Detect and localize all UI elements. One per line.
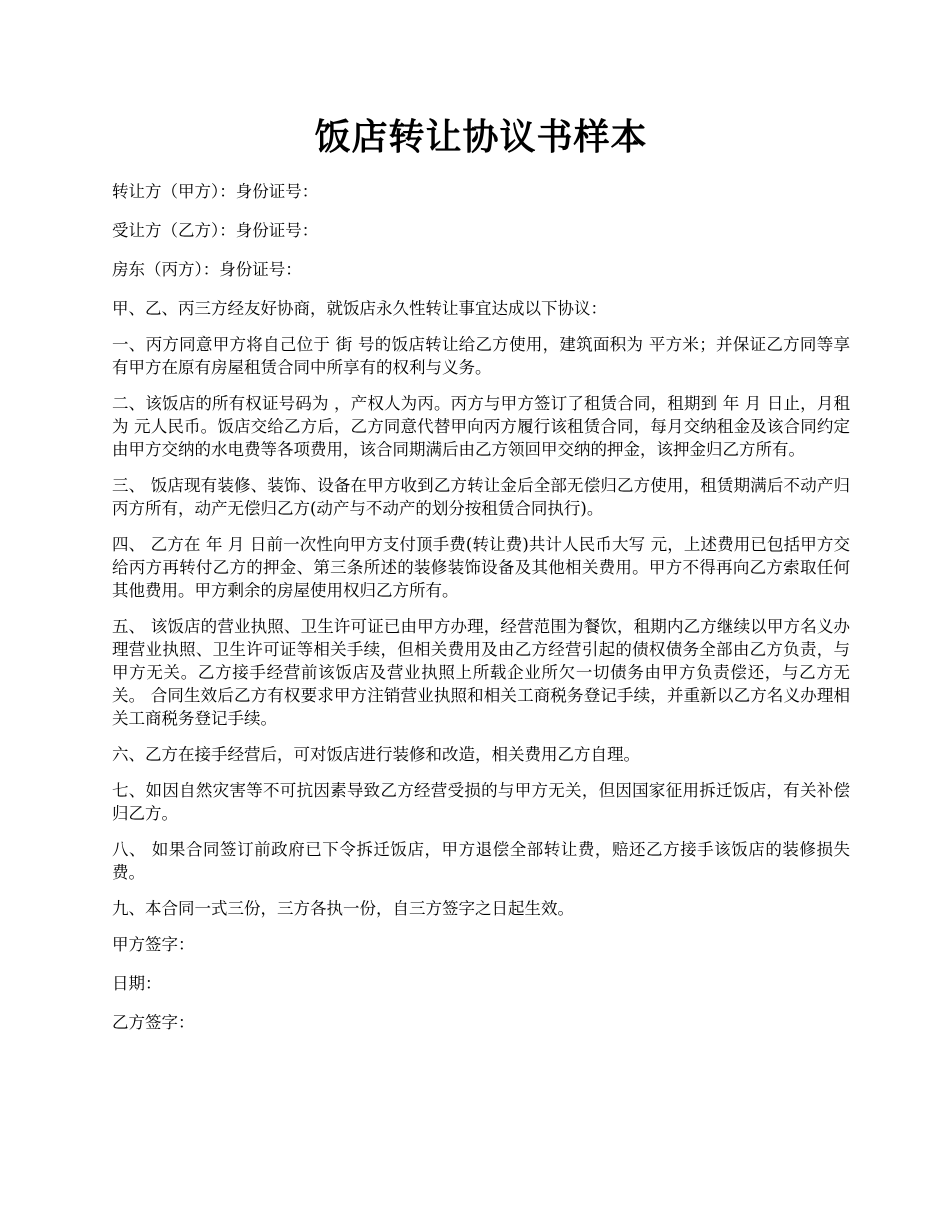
date-line: 日期： <box>112 974 162 993</box>
party-b-line: 受让方（乙方）：身份证号： <box>112 221 319 240</box>
clause-3: 三、 饭店现有装修、装饰、设备在甲方收到乙方转让金后全部无偿归乙方使用，租赁期满后不动产归丙方所有，动产无偿归乙方(动产与不动产的划分按租赁合同执行)。 <box>112 476 850 518</box>
document-title: 饭店转让协议书样本 <box>314 116 648 158</box>
preamble-paragraph: 甲、乙、丙三方经友好协商，就饭店永久性转让事宜达成以下协议： <box>112 299 607 318</box>
clause-4: 四、 乙方在 年 月 日前一次性向甲方支付顶手费(转让费)共计人民币大写 元，上述费用已包括甲方交给丙方再转付乙方的押金、第三条所述的装修装饰设备及其他相关费用。甲方不得再向乙方索取任何其他费用。甲方剩余的房屋使用权归乙方所有。 <box>112 535 850 600</box>
party-b-signature-line: 乙方签字： <box>112 1013 195 1032</box>
clause-2: 二、该饭店的所有权证号码为 ，产权人为丙。丙方与甲方签订了租赁合同，租期到 年 月 日止，月租为 元人民币。饭店交给乙方后，乙方同意代替甲向丙方履行该租赁合同，每月交纳租金及该合同约定由甲方交纳的水电费等各项费用，该合同期满后由乙方领回甲交纳的押金，该押金归乙方所有。 <box>112 394 850 459</box>
clause-9: 九、本合同一式三份，三方各执一份，自三方签字之日起生效。 <box>112 899 574 918</box>
party-a-signature-line: 甲方签字： <box>112 935 195 954</box>
clause-6: 六、乙方在接手经营后，可对饭店进行装修和改造，相关费用乙方自理。 <box>112 745 640 764</box>
party-c-line: 房东（丙方）：身份证号： <box>112 260 302 279</box>
party-a-line: 转让方（甲方）：身份证号： <box>112 182 319 201</box>
clause-8: 八、 如果合同签订前政府已下令拆迁饭店，甲方退偿全部转让费，赔还乙方接手该饭店的装修损失费。 <box>112 840 850 882</box>
clause-5: 五、 该饭店的营业执照、卫生许可证已由甲方办理，经营范围为餐饮，租期内乙方继续以甲方名义办理营业执照、卫生许可证等相关手续，但相关费用及由乙方经营引起的债权债务全部由乙方负责，与甲方无关。乙方接手经营前该饭店及营业执照上所载企业所欠一切债务由甲方负责偿还，与乙方无关。 合同生效后乙方有权要求甲方注销营业执照和相关工商税务登记手续，并重新以乙方名义办理相关工商税务登记手续。 <box>112 617 850 728</box>
clause-7: 七、如因自然灾害等不可抗因素导致乙方经营受损的与甲方无关，但因国家征用拆迁饭店，有关补偿归乙方。 <box>112 781 850 823</box>
document-body <box>112 180 850 1034</box>
clause-1: 一、丙方同意甲方将自己位于 街 号的饭店转让给乙方使用，建筑面积为 平方米；并保证乙方同等享有甲方在原有房屋租赁合同中所享有的权利与义务。 <box>112 335 850 377</box>
